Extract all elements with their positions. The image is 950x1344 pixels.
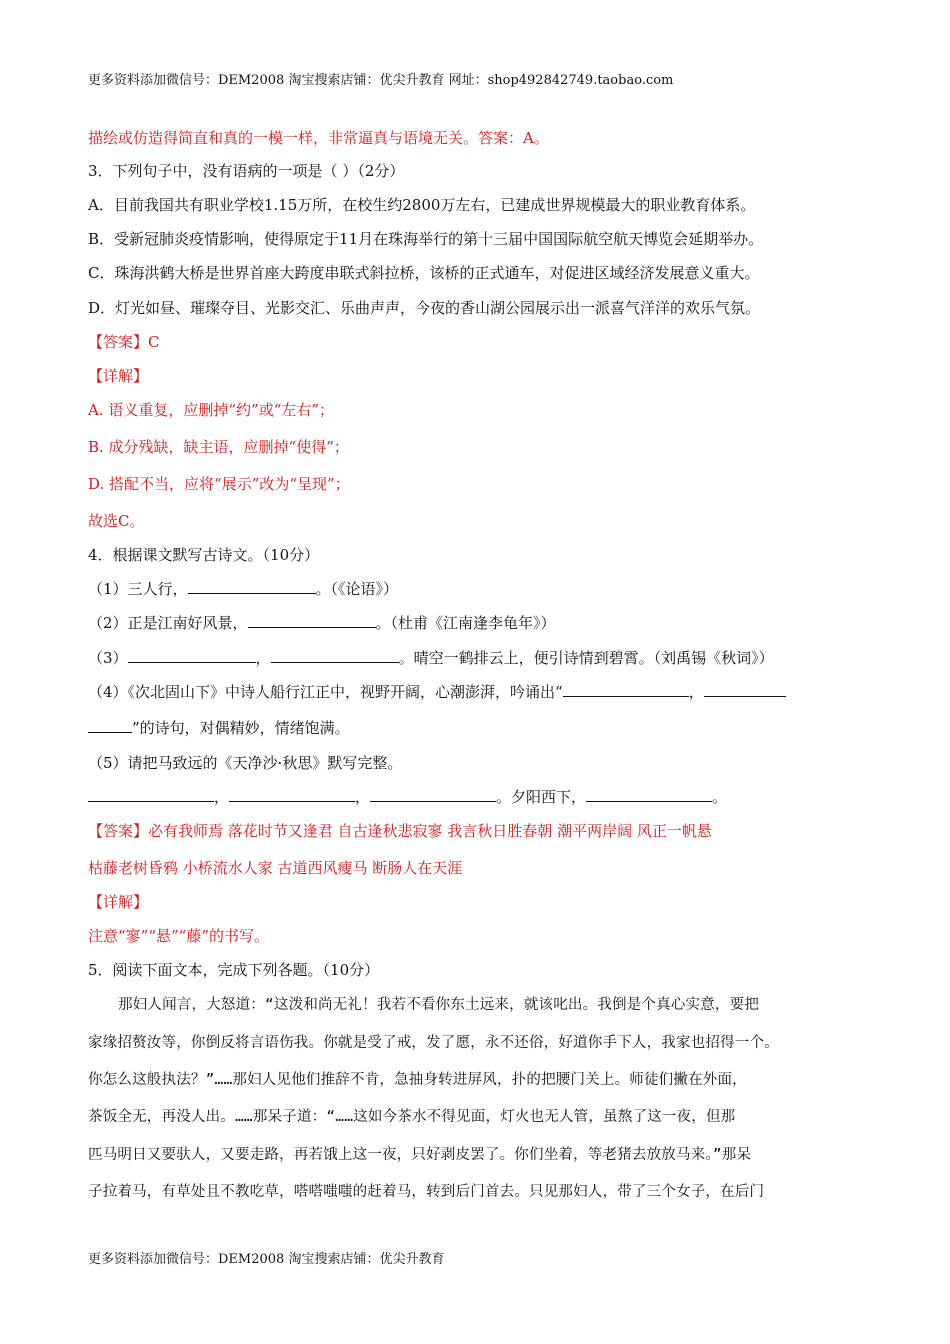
answer-blank[interactable]	[128, 648, 256, 663]
q4-item-3	[88, 648, 774, 668]
passage-line: 茶饭全无，再没人出。……那呆子道：“……这如今茶水不得见面，灯火也无人管，虽熬了这一夜，但那	[88, 1109, 736, 1125]
q4-item-1-suffix: 。（《论语》）	[315, 580, 399, 598]
q4-item-3-comma: ，	[255, 649, 271, 667]
answer-blank[interactable]	[704, 682, 786, 697]
q4-item-4-continued	[88, 718, 350, 738]
q3-answer: 【答案】C	[88, 333, 160, 351]
q4-detail: 注意“寥”“悬”“藤”的书写。	[88, 927, 270, 945]
q4-item-5: （5）请把马致远的《天净沙·秋思》默写完整。	[88, 754, 403, 772]
q3-detail-2: B. 成分残缺，缺主语，应删掉“使得”；	[88, 438, 349, 456]
q4-detail-label: 【详解】	[88, 893, 149, 911]
q4-item-5-comma-2: ，	[355, 788, 371, 806]
page-footer: 更多资料添加微信号：DEM2008 淘宝搜索店铺：优尖升教育	[88, 1252, 445, 1267]
answer-blank[interactable]	[188, 579, 316, 594]
answer-blank[interactable]	[370, 787, 496, 802]
q4-item-3-suffix: 。晴空一鹤排云上，便引诗情到碧霄。（刘禹锡《秋词》）	[398, 649, 774, 667]
q4-item-1-prefix: （1）三人行，	[88, 580, 188, 598]
answer-blank[interactable]	[586, 787, 712, 802]
q3-detail-1: A. 语义重复，应删掉“约”或“左右”；	[88, 401, 335, 419]
q3-stem: 3．下列句子中，没有语病的一项是（ ）（2分）	[88, 162, 405, 180]
page-header: 更多资料添加微信号：DEM2008 淘宝搜索店铺：优尖升教育 网址：shop492842749.taobao.com	[88, 73, 674, 88]
answer-blank[interactable]	[88, 787, 214, 802]
q4-item-2-prefix: （2）正是江南好风景，	[88, 614, 248, 632]
q4-item-5-comma-1: ，	[214, 788, 230, 806]
answer-blank[interactable]	[248, 613, 376, 628]
q3-option-a: A．目前我国共有职业学校1.15万所，在校生约2800万左右，已建成世界规模最大的职业教育体系。	[88, 196, 756, 214]
q4-item-4-prefix: （4）《次北固山下》中诗人船行江正中，视野开阔，心潮澎湃，吟诵出“	[88, 683, 563, 701]
q3-detail-3: D. 搭配不当，应将“展示”改为“呈现”；	[88, 475, 350, 493]
answer-blank[interactable]	[563, 682, 689, 697]
q4-item-4-suffix: ”的诗句，对偶精妙，情绪饱满。	[132, 719, 350, 737]
q4-item-2-suffix: 。（杜甫《江南逢李龟年》）	[375, 614, 556, 632]
q4-item-5-blanks	[88, 787, 727, 807]
answer-blank[interactable]	[229, 787, 355, 802]
q3-option-b: B．受新冠肺炎疫情影响，使得原定于11月在珠海举行的第十三届中国国际航空航天博览会延期举办。	[88, 230, 764, 248]
q3-option-d: D．灯光如昼、璀璨夺目、光影交汇、乐曲声声，今夜的香山湖公园展示出一派喜气洋洋的欢乐气氛。	[88, 299, 761, 317]
q4-item-4-comma: ，	[688, 683, 704, 701]
passage-line: 你怎么这般执法？”……那妇人见他们推辞不肯，急抽身转进屏风，扑的把腰门关上。师徒们撇在外面，	[88, 1072, 747, 1088]
passage-line: 家缘招赘汝等，你倒反将言语伤我。你就是受了戒，发了愿，永不还俗，好道你手下人，我家也招得一个。	[88, 1035, 779, 1051]
passage-line: 那妇人闻言，大怒道：“这泼和尚无礼！我若不看你东土远来，就该叱出。我倒是个真心实意，要把	[118, 997, 760, 1013]
q4-item-4	[88, 682, 786, 702]
q4-item-3-prefix: （3）	[88, 649, 128, 667]
q3-option-c: C．珠海洪鹤大桥是世界首座大跨度串联式斜拉桥，该桥的正式通车，对促进区域经济发展意义重大。	[88, 264, 760, 282]
q4-item-2	[88, 613, 556, 633]
q5-stem: 5．阅读下面文本，完成下列各题。（10分）	[88, 961, 380, 979]
passage-line: 匹马明日又要驮人，又要走路，再若饿上这一夜，只好剥皮罢了。你们坐着，等老猪去放放马来。”那呆	[88, 1147, 752, 1163]
q3-conclusion: 故选C。	[88, 512, 145, 530]
q4-item-5-end: 。	[712, 788, 728, 806]
q4-stem: 4．根据课文默写古诗文。（10分）	[88, 546, 320, 564]
answer-blank[interactable]	[271, 648, 399, 663]
q4-item-1	[88, 579, 398, 599]
q4-item-5-mid: 。夕阳西下，	[496, 788, 587, 806]
q4-answer-line-1: 【答案】必有我师焉 落花时节又逢君 自古逢秋悲寂寥 我言秋日胜春朝 潮平两岸阔 风正一帆悬	[88, 822, 712, 840]
previous-answer-text: 描绘或仿造得简直和真的一模一样，非常逼真与语境无关。答案：A。	[88, 129, 549, 147]
answer-blank[interactable]	[88, 718, 132, 733]
q3-detail-label: 【详解】	[88, 367, 149, 385]
passage-line: 子拉着马，有草处且不教吃草，嗒嗒嗤嗤的赶着马，转到后门首去。只见那妇人，带了三个女子，在后门	[88, 1184, 765, 1200]
q4-answer-line-2: 枯藤老树昏鸦 小桥流水人家 古道西风瘦马 断肠人在天涯	[88, 859, 463, 877]
